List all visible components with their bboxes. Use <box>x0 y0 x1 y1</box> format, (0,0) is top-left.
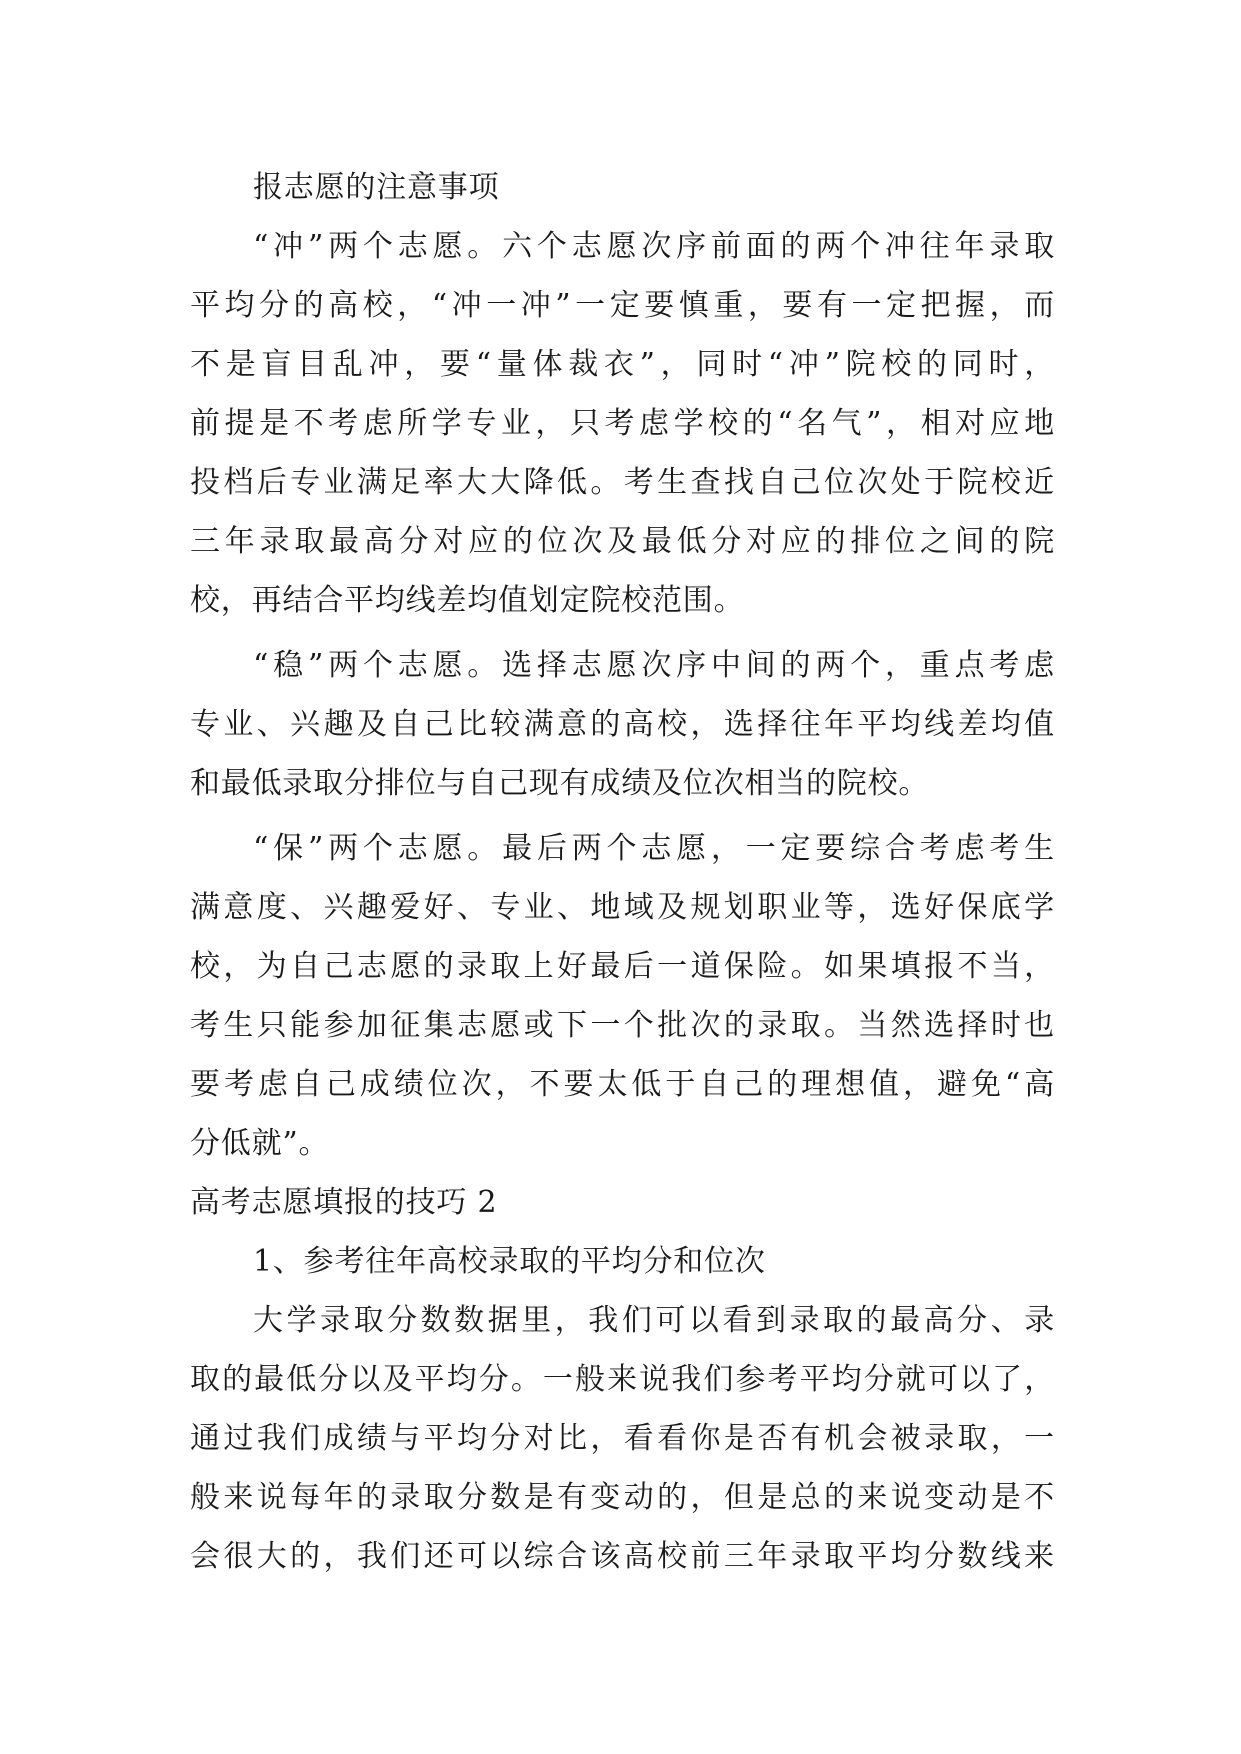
paragraph-chong <box>190 217 1055 630</box>
paragraph-line: 满意度、兴趣爱好、专业、地域及规划职业等，选好保底学 <box>190 890 1055 925</box>
paragraph-line: 考生只能参加征集志愿或下一个批次的录取。当然选择时也 <box>190 1008 1055 1043</box>
paragraph-bao <box>190 819 1055 1173</box>
paragraph-line: 取的最低分以及平均分。一般来说我们参考平均分就可以了， <box>190 1362 1055 1397</box>
paragraph-line: 要考虑自己成绩位次，不要太低于自己的理想值，避免“高 <box>190 1067 1055 1102</box>
section-heading: 报志愿的注意事项 <box>253 170 500 205</box>
paragraph-line: 校，再结合平均线差均值划定院校范围。 <box>190 583 745 618</box>
paragraph-line: “保”两个志愿。最后两个志愿，一定要综合考虑考生 <box>253 831 1055 866</box>
subsection-heading: 1、参考往年高校录取的平均分和位次 <box>253 1244 766 1279</box>
paragraph-line: 投档后专业满足率大大降低。考生查找自己位次处于院校近 <box>190 465 1055 500</box>
paragraph-line: 校，为自己志愿的录取上好最后一道保险。如果填报不当， <box>190 949 1055 984</box>
paragraph-line: 前提是不考虑所学专业，只考虑学校的“名气”，相对应地 <box>190 406 1055 441</box>
paragraph-line: 会很大的，我们还可以综合该高校前三年录取平均分数线来 <box>190 1539 1055 1574</box>
section-heading: 高考志愿填报的技巧 2 <box>190 1185 498 1220</box>
paragraph-line: 专业、兴趣及自己比较满意的高校，选择往年平均线差均值 <box>190 707 1055 742</box>
paragraph-line: 三年录取最高分对应的位次及最低分对应的排位之间的院 <box>190 524 1055 559</box>
paragraph-average-score <box>190 1291 1055 1586</box>
paragraph-line: 和最低录取分排位与自己现有成绩及位次相当的院校。 <box>190 766 930 801</box>
paragraph-line: 大学录取分数数据里，我们可以看到录取的最高分、录 <box>253 1303 1055 1338</box>
paragraph-line: 通过我们成绩与平均分对比，看看你是否有机会被录取，一 <box>190 1421 1055 1456</box>
paragraph-wen <box>190 636 1055 813</box>
paragraph-line: 不是盲目乱冲，要“量体裁衣”，同时“冲”院校的同时， <box>190 347 1055 382</box>
paragraph-line: 分低就”。 <box>190 1126 330 1161</box>
paragraph-line: “稳”两个志愿。选择志愿次序中间的两个，重点考虑 <box>253 648 1055 683</box>
paragraph-line: “冲”两个志愿。六个志愿次序前面的两个冲往年录取 <box>253 229 1055 264</box>
document-body <box>190 158 1055 1586</box>
paragraph-line: 般来说每年的录取分数是有变动的，但是总的来说变动是不 <box>190 1480 1055 1515</box>
paragraph-line: 平均分的高校，“冲一冲”一定要慎重，要有一定把握，而 <box>190 288 1055 323</box>
